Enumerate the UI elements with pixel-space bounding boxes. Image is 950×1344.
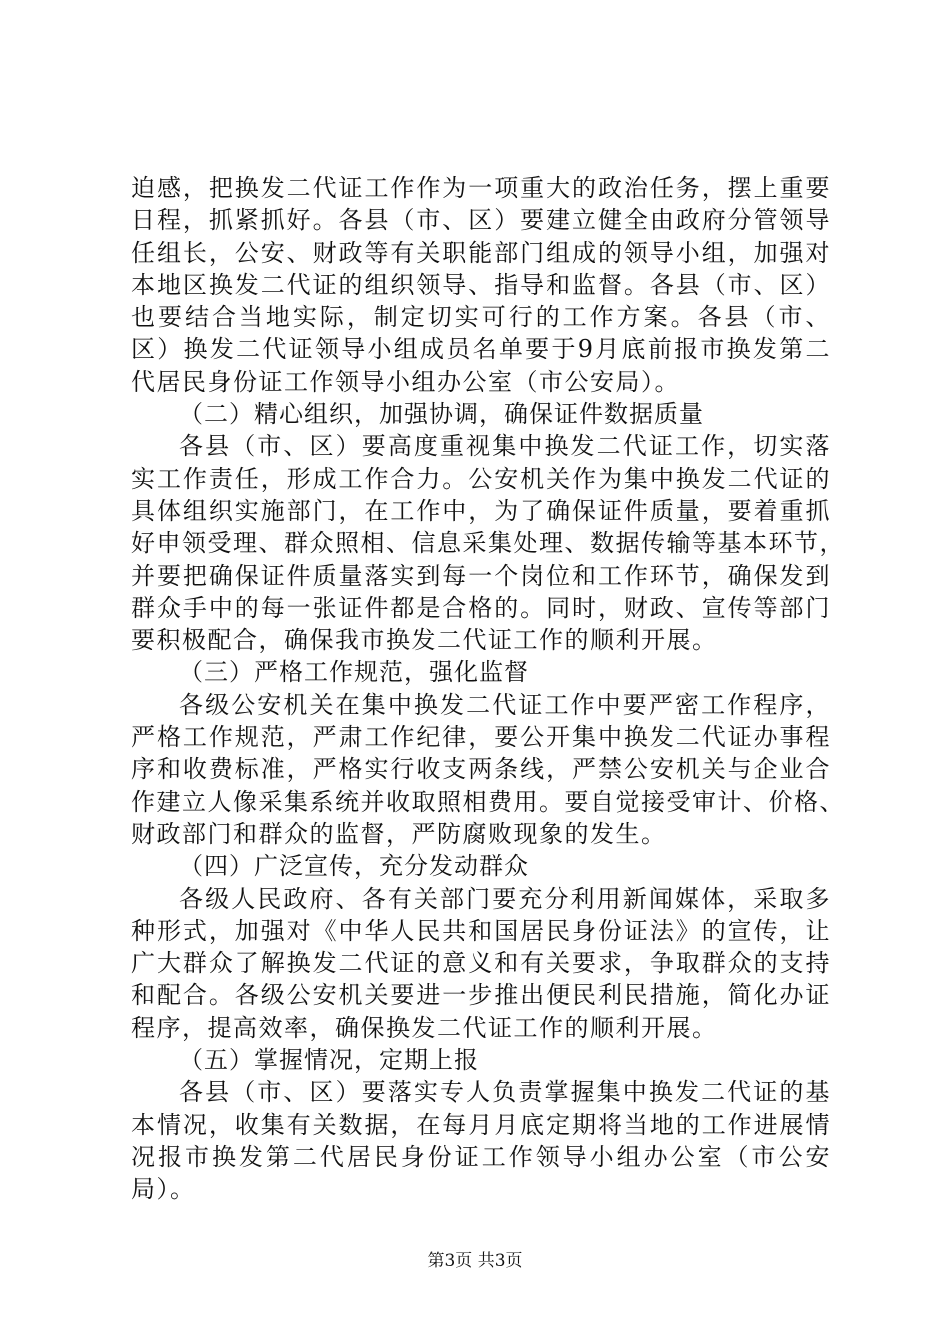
- text-line: 日程，抓紧抓好。各县（市、区）要建立健全由政府分管领导: [131, 206, 831, 235]
- text-line: 程序，提高效率，确保换发二代证工作的顺利开展。: [131, 1013, 718, 1042]
- text-line: 况报市换发第二代居民身份证工作领导小组办公室（市公安: [131, 1142, 831, 1171]
- text-line: 作建立人像采集系统并收取照相费用。要自觉接受审计、价格、: [131, 787, 845, 816]
- section-heading: （三）严格工作规范，强化监督: [179, 658, 529, 687]
- section-heading: （五）掌握情况，定期上报: [179, 1046, 479, 1075]
- text-line: 代居民身份证工作领导小组办公室（市公安局）。: [131, 367, 680, 396]
- section-heading: （二）精心组织，加强协调，确保证件数据质量: [179, 400, 704, 429]
- text-line: 并要把确保证件质量落实到每一个岗位和工作环节，确保发到: [131, 561, 831, 590]
- page-number-footer: 第3页 共3页: [427, 1251, 523, 1271]
- text-line: 任组长，公安、财政等有关职能部门组成的领导小组，加强对: [131, 238, 831, 267]
- text-line: 局）。: [131, 1175, 196, 1204]
- text-line: 实工作责任，形成工作合力。公安机关作为集中换发二代证的: [131, 464, 831, 493]
- text-line: 和配合。各级公安机关要进一步推出便民利民措施，简化办证: [131, 981, 831, 1010]
- section-heading: （四）广泛宣传，充分发动群众: [179, 852, 529, 881]
- text-line: 好申领受理、群众照相、信息采集处理、数据传输等基本环节，: [131, 529, 845, 558]
- text-line: 具体组织实施部门，在工作中，为了确保证件质量，要着重抓: [131, 496, 831, 525]
- text-line: 广大群众了解换发二代证的意义和有关要求，争取群众的支持: [131, 949, 831, 978]
- text-line: 也要结合当地实际，制定切实可行的工作方案。各县（市、: [131, 303, 831, 332]
- text-line: 序和收费标准，严格实行收支两条线，严禁公安机关与企业合: [131, 755, 831, 784]
- body-text: [131, 172, 845, 1206]
- text-line: 各县（市、区）要落实专人负责掌握集中换发二代证的基: [179, 1078, 831, 1107]
- text-line: 区）换发二代证领导小组成员名单要于9月底前报市换发第二: [131, 335, 831, 364]
- text-line: 种形式，加强对《中华人民共和国居民身份证法》的宣传，让: [131, 916, 831, 945]
- text-line: 本地区换发二代证的组织领导、指导和监督。各县（市、区）: [131, 270, 831, 299]
- text-line: 本情况，收集有关数据，在每月月底定期将当地的工作进展情: [131, 1110, 831, 1139]
- text-line: 群众手中的每一张证件都是合格的。同时，财政、宣传等部门: [131, 593, 831, 622]
- text-line: 严格工作规范，严肃工作纪律，要公开集中换发二代证办事程: [131, 723, 831, 752]
- text-line: 各县（市、区）要高度重视集中换发二代证工作，切实落: [179, 432, 831, 461]
- text-line: 迫感，把换发二代证工作作为一项重大的政治任务，摆上重要: [131, 174, 831, 202]
- text-line: 财政部门和群众的监督，严防腐败现象的发生。: [131, 819, 667, 848]
- text-line: 各级人民政府、各有关部门要充分利用新闻媒体，采取多: [179, 884, 831, 913]
- text-line: 要积极配合，确保我市换发二代证工作的顺利开展。: [131, 626, 718, 655]
- text-line: 各级公安机关在集中换发二代证工作中要严密工作程序，: [179, 690, 831, 719]
